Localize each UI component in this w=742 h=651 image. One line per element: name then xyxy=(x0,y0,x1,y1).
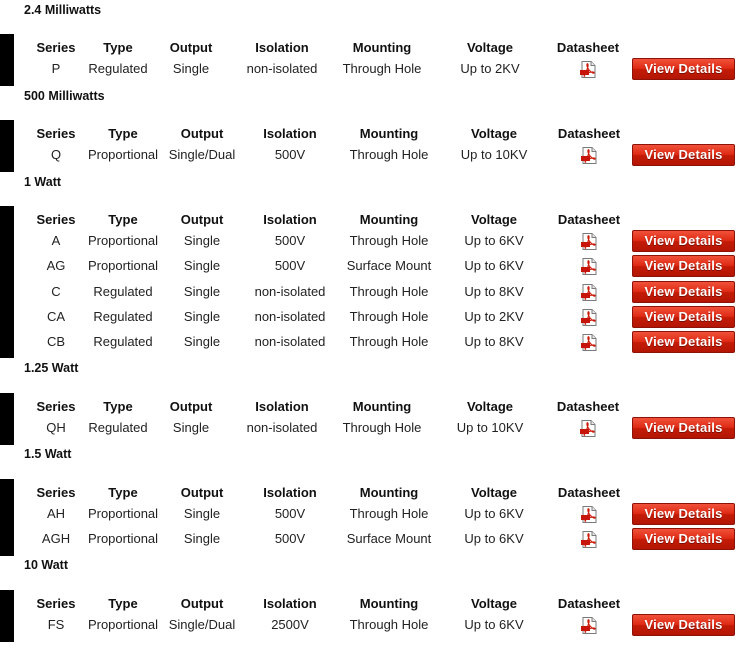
cell-series: QH xyxy=(46,420,66,435)
cell-series: CB xyxy=(46,334,66,349)
cell-series: C xyxy=(51,284,61,299)
cell-voltage: Up to 10KV xyxy=(456,420,524,435)
view-details-button[interactable]: View Details xyxy=(632,503,735,525)
view-details-button[interactable]: View Details xyxy=(632,255,735,277)
cell-output: Single xyxy=(172,61,210,76)
cell-output: Single xyxy=(183,233,221,248)
cell-isolation: non-isolated xyxy=(254,284,326,299)
cell-type: Regulated xyxy=(93,309,153,324)
column-header-series: Series xyxy=(36,212,76,227)
column-header-output: Output xyxy=(169,399,213,414)
cell-series: AH xyxy=(46,506,66,521)
table-row xyxy=(0,232,742,250)
cell-isolation: non-isolated xyxy=(246,61,318,76)
view-details-button[interactable]: View Details xyxy=(632,230,735,252)
column-header-series: Series xyxy=(36,40,76,55)
column-header-voltage: Voltage xyxy=(471,212,517,227)
cell-isolation: non-isolated xyxy=(246,420,318,435)
cell-mounting: Surface Mount xyxy=(346,531,432,546)
column-header-series: Series xyxy=(36,596,76,611)
table-row xyxy=(0,419,742,437)
cell-output: Single xyxy=(183,258,221,273)
cell-voltage: Up to 6KV xyxy=(464,531,524,546)
pdf-icon[interactable] xyxy=(580,617,598,634)
cell-voltage: Up to 10KV xyxy=(460,147,528,162)
cell-mounting: Through Hole xyxy=(349,147,429,162)
cell-voltage: Up to 6KV xyxy=(464,233,524,248)
cell-series: A xyxy=(51,233,61,248)
view-details-button[interactable]: View Details xyxy=(632,614,735,636)
cell-output: Single xyxy=(183,334,221,349)
column-header-type: Type xyxy=(103,399,133,414)
cell-series: CA xyxy=(46,309,66,324)
cell-mounting: Through Hole xyxy=(349,617,429,632)
cell-mounting: Through Hole xyxy=(349,233,429,248)
cell-series: AG xyxy=(46,258,66,273)
column-header-mounting: Mounting xyxy=(359,126,419,141)
cell-output: Single xyxy=(183,531,221,546)
view-details-button[interactable]: View Details xyxy=(632,58,735,80)
cell-output: Single xyxy=(172,420,210,435)
cell-voltage: Up to 8KV xyxy=(464,284,524,299)
cell-mounting: Through Hole xyxy=(349,309,429,324)
column-header-isolation: Isolation xyxy=(263,126,317,141)
column-header-type: Type xyxy=(108,485,138,500)
cell-voltage: Up to 6KV xyxy=(464,617,524,632)
column-header-series: Series xyxy=(36,399,76,414)
column-header-output: Output xyxy=(180,212,224,227)
section-title: 2.4 Milliwatts xyxy=(24,3,102,17)
cell-output: Single xyxy=(183,309,221,324)
pdf-icon[interactable] xyxy=(580,147,598,164)
column-header-voltage: Voltage xyxy=(467,399,513,414)
cell-voltage: Up to 2KV xyxy=(464,309,524,324)
cell-isolation: 500V xyxy=(274,233,306,248)
table-row xyxy=(0,530,742,548)
pdf-icon[interactable] xyxy=(580,531,598,548)
table-header xyxy=(0,39,742,57)
cell-mounting: Through Hole xyxy=(349,334,429,349)
column-header-series: Series xyxy=(36,485,76,500)
table-row xyxy=(0,146,742,164)
cell-isolation: 2500V xyxy=(271,617,309,632)
column-header-voltage: Voltage xyxy=(467,40,513,55)
column-header-mounting: Mounting xyxy=(359,212,419,227)
table-row xyxy=(0,616,742,634)
column-header-output: Output xyxy=(180,596,224,611)
column-header-voltage: Voltage xyxy=(471,596,517,611)
column-header-type: Type xyxy=(108,126,138,141)
column-header-output: Output xyxy=(180,485,224,500)
cell-output: Single/Dual xyxy=(168,617,236,632)
column-header-datasheet: Datasheet xyxy=(557,126,621,141)
section-title: 500 Milliwatts xyxy=(24,89,105,103)
pdf-icon[interactable] xyxy=(580,233,598,250)
table-row xyxy=(0,333,742,351)
cell-output: Single/Dual xyxy=(168,147,236,162)
column-header-mounting: Mounting xyxy=(352,399,412,414)
table-row xyxy=(0,308,742,326)
cell-voltage: Up to 8KV xyxy=(464,334,524,349)
table-header xyxy=(0,484,742,502)
cell-isolation: non-isolated xyxy=(254,309,326,324)
cell-type: Regulated xyxy=(88,420,148,435)
column-header-type: Type xyxy=(108,212,138,227)
view-details-button[interactable]: View Details xyxy=(632,331,735,353)
table-header xyxy=(0,125,742,143)
cell-type: Regulated xyxy=(88,61,148,76)
column-header-datasheet: Datasheet xyxy=(556,399,620,414)
cell-type: Proportional xyxy=(87,233,159,248)
cell-output: Single xyxy=(183,506,221,521)
column-header-series: Series xyxy=(36,126,76,141)
column-header-datasheet: Datasheet xyxy=(557,485,621,500)
cell-isolation: 500V xyxy=(274,506,306,521)
pdf-icon[interactable] xyxy=(580,309,598,326)
cell-type: Regulated xyxy=(93,334,153,349)
view-details-button[interactable]: View Details xyxy=(632,144,735,166)
pdf-icon[interactable] xyxy=(579,61,597,78)
column-header-type: Type xyxy=(103,40,133,55)
view-details-button[interactable]: View Details xyxy=(632,417,735,439)
pdf-icon[interactable] xyxy=(580,284,598,301)
column-header-voltage: Voltage xyxy=(471,126,517,141)
column-header-datasheet: Datasheet xyxy=(556,40,620,55)
view-details-button[interactable]: View Details xyxy=(632,281,735,303)
column-header-output: Output xyxy=(180,126,224,141)
cell-series: P xyxy=(51,61,61,76)
column-header-type: Type xyxy=(108,596,138,611)
table-row xyxy=(0,60,742,78)
cell-isolation: 500V xyxy=(274,258,306,273)
column-header-isolation: Isolation xyxy=(263,485,317,500)
table-header xyxy=(0,595,742,613)
cell-isolation: 500V xyxy=(274,147,306,162)
cell-mounting: Surface Mount xyxy=(346,258,432,273)
cell-mounting: Through Hole xyxy=(342,420,422,435)
view-details-button[interactable]: View Details xyxy=(632,528,735,550)
view-details-button[interactable]: View Details xyxy=(632,306,735,328)
pdf-icon[interactable] xyxy=(580,334,598,351)
section-title: 1.25 Watt xyxy=(24,361,79,375)
column-header-isolation: Isolation xyxy=(255,40,309,55)
cell-voltage: Up to 2KV xyxy=(460,61,520,76)
column-header-mounting: Mounting xyxy=(359,485,419,500)
column-header-output: Output xyxy=(169,40,213,55)
table-row xyxy=(0,283,742,301)
column-header-voltage: Voltage xyxy=(471,485,517,500)
pdf-icon[interactable] xyxy=(579,420,597,437)
cell-mounting: Through Hole xyxy=(349,506,429,521)
table-row xyxy=(0,257,742,275)
cell-type: Proportional xyxy=(87,531,159,546)
column-header-isolation: Isolation xyxy=(263,212,317,227)
cell-voltage: Up to 6KV xyxy=(464,258,524,273)
cell-series: AGH xyxy=(41,531,71,546)
cell-output: Single xyxy=(183,284,221,299)
column-header-isolation: Isolation xyxy=(255,399,309,414)
column-header-mounting: Mounting xyxy=(359,596,419,611)
pdf-icon[interactable] xyxy=(580,506,598,523)
table-row xyxy=(0,505,742,523)
section-title: 1 Watt xyxy=(24,175,62,189)
cell-isolation: non-isolated xyxy=(254,334,326,349)
table-header xyxy=(0,211,742,229)
column-header-datasheet: Datasheet xyxy=(557,596,621,611)
column-header-datasheet: Datasheet xyxy=(557,212,621,227)
cell-type: Proportional xyxy=(87,258,159,273)
cell-mounting: Through Hole xyxy=(342,61,422,76)
cell-series: Q xyxy=(50,147,62,162)
section-title: 10 Watt xyxy=(24,558,68,572)
column-header-isolation: Isolation xyxy=(263,596,317,611)
cell-series: FS xyxy=(47,617,65,632)
cell-type: Proportional xyxy=(87,506,159,521)
cell-type: Proportional xyxy=(87,147,159,162)
table-header xyxy=(0,398,742,416)
column-header-mounting: Mounting xyxy=(352,40,412,55)
cell-type: Regulated xyxy=(93,284,153,299)
cell-type: Proportional xyxy=(87,617,159,632)
pdf-icon[interactable] xyxy=(580,258,598,275)
cell-mounting: Through Hole xyxy=(349,284,429,299)
cell-isolation: 500V xyxy=(274,531,306,546)
cell-voltage: Up to 6KV xyxy=(464,506,524,521)
section-title: 1.5 Watt xyxy=(24,447,72,461)
